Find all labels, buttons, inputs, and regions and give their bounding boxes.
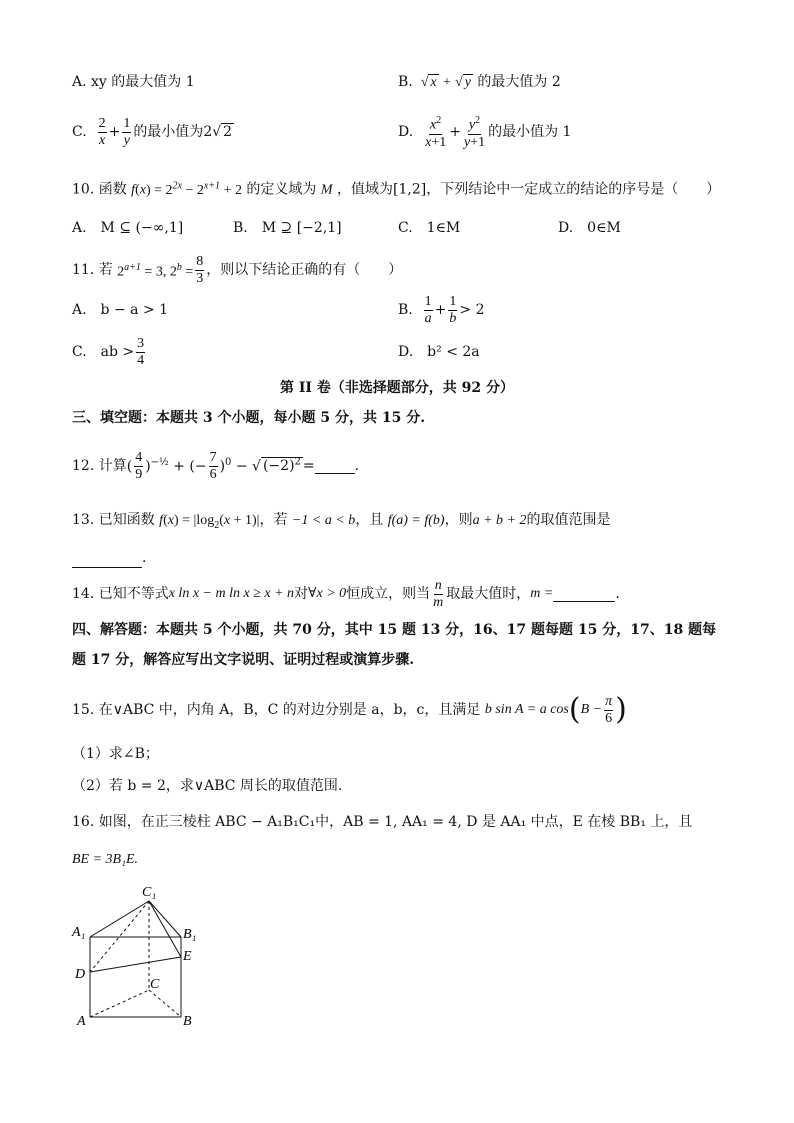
q14-mid2: 恒成立，则当 (346, 586, 431, 602)
q13-function: $f(x) = |\log_2(x + 1)|$ (159, 513, 260, 531)
label-b: B (183, 1014, 192, 1029)
q14-mid: 对 (294, 586, 309, 602)
q9-option-d: D. $\frac{x^2}{x+1}$ + $\frac{y^2}{y+1}$ 的最小值为 1 (398, 115, 572, 150)
q10-stem-mid2: ，值域为 (337, 181, 393, 198)
q15-part2: （2）若 b = 2，求∨ABC 周长的取值范围. (72, 778, 343, 794)
q14-answer-blank (553, 587, 615, 602)
q11-b-text: > 2 (459, 302, 485, 318)
q13-mid: ，若 (259, 512, 288, 528)
section4-title-line1: 四、解答题：本题共 5 个小题，共 70 分，其中 15 题 13 分，16、17 题每题 15 分，17、18 题每 (72, 622, 717, 638)
q9-d-frac1: $\frac{x^2}{x+1}$ (425, 115, 447, 150)
q15-stem (72, 690, 627, 730)
label-d: D (75, 967, 86, 982)
label-e: E (183, 949, 192, 964)
q11-b-frac2: $\frac{1}{b}$ (449, 293, 457, 326)
q10-function: $f(x) = 2^{2x} - 2^{x+1} + 2$ (131, 180, 242, 198)
q14-stem: 14. 已知不等式 x ln x − m ln x ≥ x + n 对 ∀x > 0 恒成立，则当 $\frac{n}{m}$ 取最大值时， m = . (72, 577, 620, 610)
q15-frac: $\frac{\pi}{6}$ (605, 693, 613, 726)
q10-option-c: C. 1∈M (398, 220, 461, 236)
segment-de (90, 957, 181, 972)
q11-c-frac: $\frac{3}{4}$ (137, 335, 145, 368)
section4-title-line2: 题 17 分，解答应写出文字说明、证明过程或演算步骤. (72, 652, 415, 668)
q13-stem (72, 510, 611, 536)
edge-c1b1 (149, 901, 181, 937)
q13-mid2: ，且 (355, 512, 384, 528)
q11-b-frac1: $\frac{1}{a}$ (424, 293, 432, 326)
q10-option-b: B. M ⊇ [−2,1] (233, 220, 342, 236)
q12-answer-blank (315, 459, 355, 474)
q12-stem: 12. 计算 ( $\frac{4}{9}$ )$^{-\frac{1}{2}}$ + (− $\frac{7}{6}$ )$^0$ − √ $(-2)^2$ = . (72, 449, 360, 482)
q15-equation: b sin A = a cos (484, 702, 569, 717)
q10-stem-mid: 的定义域为 (246, 181, 317, 198)
q16-stem-line1: 16. 如图，在正三棱柱 ABC − A₁B₁C₁中，AB = 1, AA₁ = 4, D 是 AA₁ 中点，E 在棱 BB₁ 上，且 (72, 814, 693, 830)
q14-pre: 14. 已知不等式 (72, 586, 169, 602)
label-c1: C₁ (142, 885, 157, 900)
q9-c-frac1: $\frac{2}{x}$ (98, 115, 106, 148)
q13-pre: 13. 已知函数 (72, 512, 155, 528)
q9-c-label: C. (72, 124, 87, 140)
q9-d-text: 的最小值为 1 (488, 124, 572, 140)
q13-answer-blank (72, 553, 142, 568)
q15-paren-expr: B − (580, 702, 603, 717)
q9-option-c: C. $\frac{2}{x}$ + $\frac{1}{y}$ 的最小值为 2√ 2 (72, 115, 233, 148)
q9-option-b (398, 72, 561, 93)
q11-stem-pre: 11. 若 (72, 262, 113, 278)
q15-stem-text: 15. 在∨ABC 中，内角 A，B，C 的对边分别是 a，b，c，且满足 (72, 702, 481, 718)
q11-condition: $2^{a+1} = 3$, $2^b$ = (117, 261, 194, 280)
q9-b-text: 的最大值为 2 (477, 74, 561, 90)
prism-figure (70, 880, 210, 1030)
label-a: A (77, 1014, 86, 1029)
section3-title: 三、填空题：本题共 3 个小题，每小题 5 分，共 15 分. (72, 410, 426, 426)
q11-option-c (72, 332, 147, 372)
q11-option-b: B. $\frac{1}{a}$ + $\frac{1}{b}$ > 2 (398, 293, 485, 326)
q10-stem-post: ，下列结论中一定成立的结论的序号是（ ） (426, 181, 721, 198)
q10-stem (72, 176, 720, 201)
edge-cb-hidden (149, 990, 181, 1017)
q13-condition2: f(a) = f(b) (387, 513, 445, 528)
q15-paren-right: ) (615, 692, 627, 727)
section2-title: 第 II 卷（非选择题部分，共 92 分） (279, 380, 515, 396)
q9-option-a: A. xy 的最大值为 1 (72, 74, 195, 90)
segment-c1e (149, 901, 181, 957)
q10-range: [1,2] (393, 181, 427, 198)
q11-option-a: A. b − a > 1 (72, 302, 169, 318)
q9-d-label: D. (398, 124, 414, 140)
q14-forall: ∀x > 0 (308, 586, 347, 601)
q9-b-expr: √ x + √ y (417, 75, 471, 90)
q13-post: 的取值范围是 (526, 512, 611, 528)
q11-stem (72, 250, 402, 290)
q16-stem-line2: BE = 3B₁E. (72, 852, 139, 867)
q11-option-d: D. b² < 2a (398, 344, 480, 360)
q15-part1: （1）求∠B； (72, 746, 159, 762)
q13-mid3: ，则 (444, 512, 473, 528)
label-b1: B₁ (183, 927, 197, 942)
q9-c-value: 2√ 2 (203, 124, 233, 140)
label-a1: A₁ (72, 925, 86, 940)
q11-stem-post: ，则以下结论正确的有（ ） (206, 262, 403, 278)
q9-c-text: 的最小值为 (133, 124, 204, 140)
q12-expression: ( $\frac{4}{9}$ )$^{-\frac{1}{2}}$ + (− $\frac{7}{6}$ )$^0$ − √ $(-2)^2$ (126, 449, 301, 482)
q11-frac: $\frac{8}{3}$ (196, 253, 204, 286)
q12-equals: = (302, 458, 315, 474)
q14-frac: $\frac{n}{m}$ (433, 577, 444, 610)
q9-d-frac2: $\frac{y^2}{y+1}$ (463, 115, 486, 150)
q13-condition: −1 < a < b (291, 513, 356, 528)
q9-c-frac2: $\frac{1}{y}$ (123, 115, 131, 148)
q11-c-label: C. ab > (72, 344, 135, 360)
label-c: C (150, 977, 160, 992)
q15-paren-left: ( (568, 692, 581, 727)
q11-b-label: B. (398, 302, 413, 318)
q10-option-d: D. 0∈M (558, 220, 621, 236)
q13-answer-line: . (72, 548, 146, 568)
edge-ac-hidden (90, 990, 149, 1017)
q12-pre: 12. 计算 (72, 458, 127, 474)
q14-post: 取最大值时， (446, 586, 531, 602)
edge-a1c1 (90, 901, 149, 937)
q10-stem-pre: 10. 函数 (72, 181, 127, 198)
q13-expression: a + b + 2 (472, 513, 527, 528)
q14-answer-label: m = (530, 586, 554, 601)
q10-option-a: A. M ⊆ (−∞,1] (72, 220, 184, 236)
q14-inequality: x ln x − m ln x ≥ x + n (168, 586, 295, 601)
q9-b-label: B. (398, 74, 413, 90)
q10-domain-symbol: M (320, 182, 333, 198)
